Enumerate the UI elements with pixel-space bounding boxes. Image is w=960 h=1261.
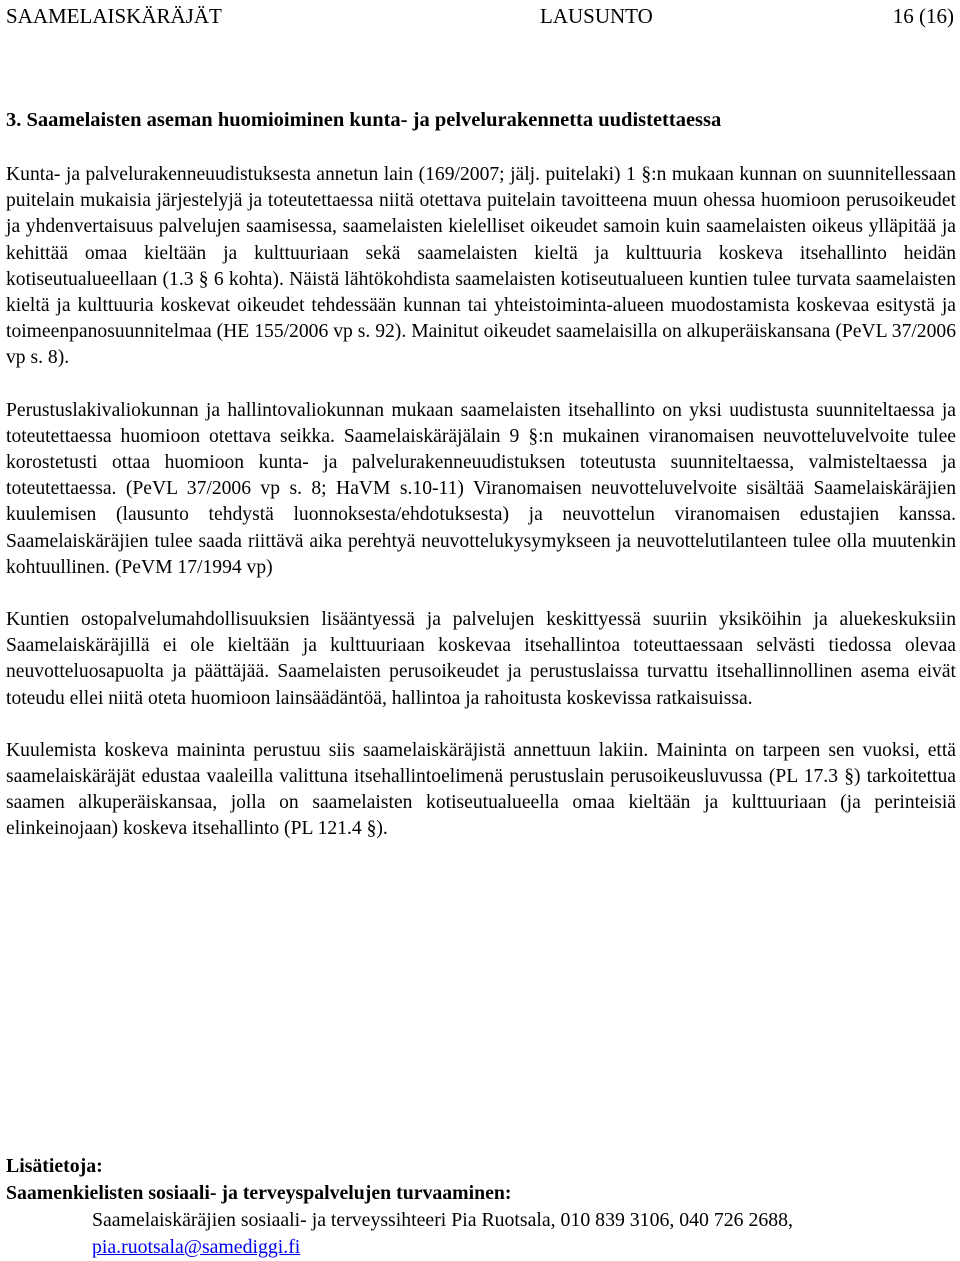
paragraph-puitelaki: Kunta- ja palvelurakenneuudistuksesta annetun lain (169/2007; jälj. puitelaki) 1 §:n mukaan kunnan on suunnitellessaan puitelain mukaisia järjestelyjä ja toteutettaessa niitä otettava puitelain tavoitteena muun ohessa huomioon perusoikeudet ja yhdenvertaisuus palvelujen saamisessa, saamelaisten kielelliset oikeudet samoin kuin saamelaisten oikeus ylläpitää ja kehittää omaa kieltään ja kulttuuriaan sekä saamelaisten kieltä ja kulttuuria koskeva itsehallinto heidän kotiseutualueellaan (1.3 § 6 kohta). Näistä lähtökohdista saamelaisten kotiseutualueen kuntien tulee turvata saamelaisten kieltä ja kulttuuria koskevat oikeudet tehdessään kunnan tai yhteistoiminta-alueen muodostamista koskevaa esitystä ja toimeenpanosuunnitelmaa (HE 155/2006 vp s. 92). Mainitut oikeudet saamelaisilla on alkuperäiskansana (PeVL 37/2006 vp s. 8). <box>6 164 956 369</box>
header-page-number: 16 (16) <box>892 4 954 28</box>
email-link[interactable]: pia.ruotsala@samediggi.fi <box>92 1236 301 1258</box>
footer-title: Lisätietoja: <box>6 1155 103 1177</box>
paragraph-neuvotteluvelvoite: Perustuslakivaliokunnan ja hallintovaliokunnan mukaan saamelaisten itsehallinto on yksi uudistusta suunniteltaessa ja toteutettaessa huomioon otettava seikka. Saamelaiskäräjälain 9 §:n mukainen viranomaisen neuvotteluvelvoite tulee korostetusti ottaa huomioon kunta- ja palvelurakenneuudistuksen toteutusta suunniteltaessa, valmisteltaessa ja toteutettaessa. (PeVL 37/2006 vp s. 8; HaVM s.10-11) Viranomaisen neuvotteluvelvoite sisältää Saamelaiskäräjien kuulemisen (lausunto tehdystä luonnoksesta/ehdotuksesta) ja neuvottelun viranomaisen edustajien kanssa. Saamelaiskäräjien tulee saada riittävä aika perehtyä neuvottelukysymykseen ja neuvottelutilanteen tulee olla muutenkin kohtuullinen. (PeVM 17/1994 vp) <box>6 399 956 578</box>
paragraph-ostopalvelut: Kuntien ostopalvelumahdollisuuksien lisääntyessä ja palvelujen keskittyessä suuriin yksiköihin ja aluekeskuksiin Saamelaiskäräjillä ei ole kieltään ja kulttuuriaan koskevaa itsehallintoa toteuttaessaan selvästi tiedossa olevaa neuvotteluosapuolta ja päättäjää. Saamelaisten perusoikeudet ja perustuslaissa turvattu itsehallinnollinen asema eivät toteudu ellei niitä oteta huomioon lainsäädäntöä, hallintoa ja rahoitusta koskevissa ratkaisuissa. <box>6 609 956 709</box>
header-document-type: LAUSUNTO <box>540 4 653 28</box>
page-header <box>0 0 960 34</box>
paragraph-kuuleminen: Kuulemista koskeva maininta perustuu siis saamelaiskäräjistä annettuun lakiin. Maininta on tarpeen sen vuoksi, että saamelaiskäräjät edustaa vaaleilla valittuna itsehallintoelimenä perustuslain perusoikeusluvussa (PL 17.3 §) tarkoitettua saamen alkuperäiskansaa, jolla on saamelaisten kotiseutualueella omaa kieltään ja kulttuuriaan (ja perinteisiä elinkeinojaan) koskeva itsehallinto (PL 121.4 §). <box>6 739 956 840</box>
footer-contact: Saamelaiskäräjien sosiaali- ja terveyssihteeri Pia Ruotsala, 010 839 3106, 040 726 2688, <box>92 1209 793 1231</box>
header-organization: SAAMELAISKÄRÄJÄT <box>6 4 222 28</box>
footer-subtitle: Saamenkielisten sosiaali- ja terveyspalvelujen turvaaminen: <box>6 1182 512 1204</box>
contact-footer <box>6 1153 956 1261</box>
document-body <box>6 162 956 869</box>
section-title: 3. Saamelaisten aseman huomioiminen kunta- ja pelvelurakennetta uudistettaessa <box>6 109 722 131</box>
